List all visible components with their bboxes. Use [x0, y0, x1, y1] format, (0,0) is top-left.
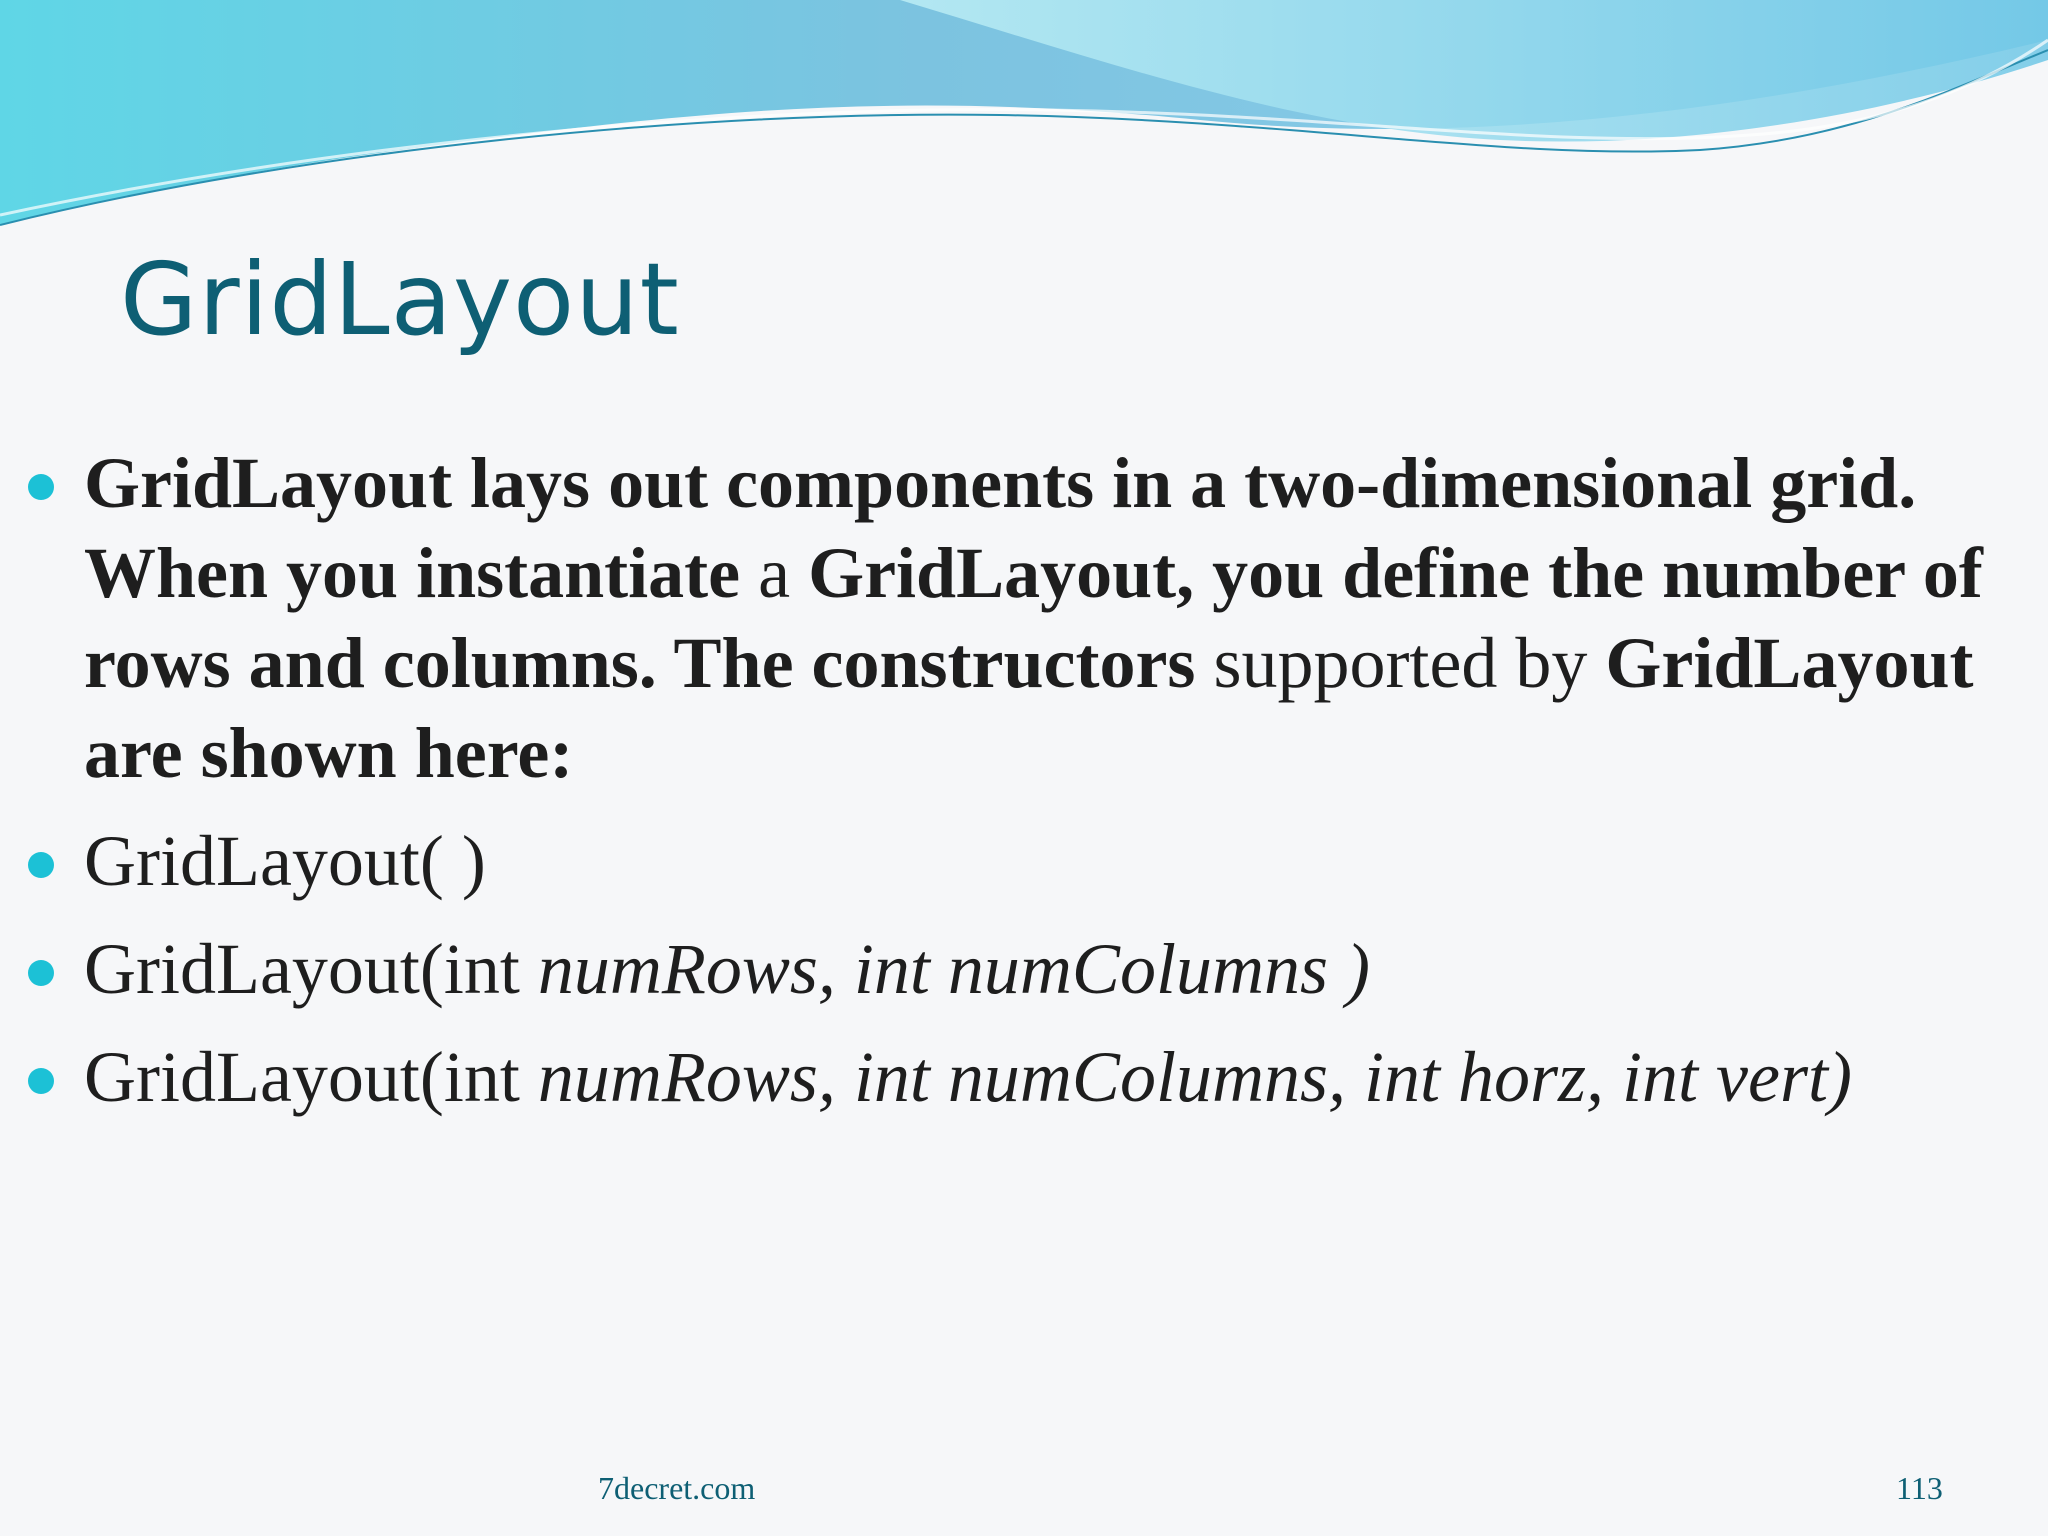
bullet-dot-icon	[28, 1068, 54, 1094]
bullet-item	[28, 1032, 2018, 1122]
bullet-dot-icon	[28, 960, 54, 986]
bullet-item	[28, 924, 2018, 1014]
bullet-text-segment: GridLayout are shown here:	[84, 623, 1974, 793]
bullet-list	[28, 438, 2018, 1140]
bullet-dot-icon	[28, 474, 54, 500]
footer-site-name: 7decret.com	[598, 1470, 756, 1506]
bullet-text-segment: GridLayout(int	[84, 929, 538, 1009]
bullet-text-segment: supported by	[1195, 623, 1606, 703]
page-number: 113	[1896, 1470, 1943, 1506]
bullet-text-segment: numRows, int numColumns, int horz, int vert)	[537, 1037, 1852, 1117]
bullet-dot-icon	[28, 852, 54, 878]
bullet-text-segment: GridLayout( )	[84, 821, 486, 901]
bullet-item	[28, 816, 2018, 906]
bullet-text-segment: a	[740, 533, 809, 613]
header-wave-decoration	[0, 0, 2048, 260]
slide-title: GridLayout	[120, 241, 680, 358]
bullet-text-segment: GridLayout lays out components in a two-dimensional grid. When you instantiate	[84, 443, 1917, 613]
bullet-text-segment: GridLayout(int	[84, 1037, 538, 1117]
bullet-text-segment: numRows, int numColumns )	[537, 929, 1370, 1009]
bullet-text-segment: GridLayout, you define the number of rows and columns. The constructors	[84, 533, 1983, 703]
bullet-item	[28, 438, 2018, 798]
